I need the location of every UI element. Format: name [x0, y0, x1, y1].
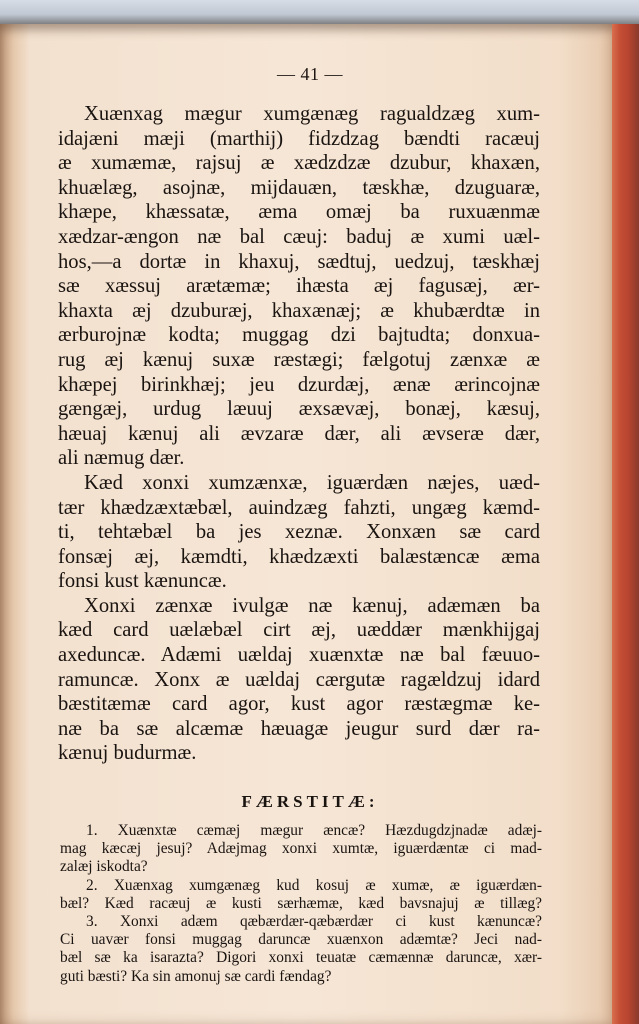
text-line: Xuænxag mægur xumgænæg ragualdzæg xum- — [84, 103, 540, 125]
exercise-item — [60, 822, 542, 877]
exercise-item — [60, 877, 542, 913]
text-line: rug æj kænuj suxæ ræstægi; fælgotuj zænxæ æ — [58, 348, 540, 371]
text-line: tær khædzæxtæbæl, auindzæg fahzti, ungæg kæmd- — [58, 496, 540, 519]
page-number: — 41 — — [277, 64, 343, 84]
text-line: hos,—a dortæ in khaxuj, sædtuj, uedzuj, tæskhæj — [58, 250, 540, 273]
text-line: fonsæj æj, kæmdti, khædzæxti balæstæncæ æma — [58, 545, 540, 568]
background-strip — [0, 0, 639, 24]
text-line: khaxta æj dzuburæj, khaxænæj; æ khubærdtæ in — [58, 299, 540, 322]
exercise-line: guti bæsti? Ka sin amonuj sæ cardi fændag? — [60, 967, 332, 985]
paragraph-3 — [58, 594, 540, 766]
text-line: ali næmug dær. — [58, 447, 185, 470]
text-line: hæuaj kænuj ali ævzaræ dær, ali ævseræ dær, — [58, 422, 540, 445]
paragraph-2 — [58, 471, 540, 594]
book-cover-edge — [612, 24, 639, 1024]
exercise-line: Ci uavær fonsi muggag daruncæ xuænxon adæmtæ? Jeci nad- — [60, 931, 542, 949]
text-line: Kæd xonxi xumzænxæ, iguærdæn næjes, uæd- — [84, 471, 540, 494]
exercises-list — [60, 822, 542, 986]
page-body-text — [58, 102, 540, 766]
text-line: æ xumæmæ, rajsuj æ xædzdzæ dzubuг, khaxæn, — [58, 152, 540, 175]
exercise-line: 2. Xuænxag xumgænæg kud kosuj æ xumæ, æ iguærdæn- — [86, 876, 542, 894]
book-page — [0, 24, 620, 1024]
text-line: kæd card uælæbæl cirt æj, uæddær mænkhijgaj — [58, 619, 540, 642]
text-line: khuælæg, asojnæ, mijdauæn, tæskhæ, dzuguaræ, — [58, 176, 540, 199]
exercise-line: bæl sæ ka isarazta? Digori xonxi teuatæ cæmænnæ daruncæ, xær- — [60, 949, 542, 967]
text-line: idajæni mæji (marthij) fidzdzag bændti racæuj — [58, 127, 540, 150]
text-line: khæpe, khæssatæ, æma omæj ba ruxuænmæ — [58, 201, 540, 224]
exercise-line: 1. Xuænxtæ cæmæj mægur æncæ? Hæzdugdzjnadæ adæj- — [86, 822, 542, 839]
exercise-line: mag kæcæj jesuj? Adæjmag xonxi xumtæ, iguærdæntæ ci mad- — [60, 840, 542, 858]
text-line: ærburojnæ kodta; muggag dzi bajtudta; donxua- — [58, 324, 540, 347]
exercise-line: 3. Xonxi adæm qæbærdær-qæbærdær ci kust kænuncæ? — [86, 913, 542, 931]
text-line: sæ xæssuj arætæmæ; ihæsta æj fagusæj, ær- — [58, 275, 540, 298]
text-line: kænuj budurmæ. — [58, 742, 197, 765]
paragraph-1 — [58, 102, 540, 471]
text-line: fonsi kust kænuncæ. — [58, 570, 227, 593]
text-line: næ ba sæ alcæmæ hæuagæ jeugur surd dær ra- — [58, 717, 540, 740]
text-line: Xonxi zænxæ ivulgæ næ kænuj, adæmæn ba — [84, 594, 540, 617]
text-line: xædzar-ængon næ bal cæuj: baduj æ xumi uæl- — [58, 225, 540, 248]
exercise-item — [60, 913, 542, 986]
exercises-heading: FÆRSTITÆ: — [241, 792, 379, 811]
text-line: axeduncæ. Adæmi uældaj xuænxtæ næ bal fæuuo- — [58, 644, 540, 667]
exercise-line: bæl? Kæd racæuj æ kusti særhæmæ, kæd bavsnajuj æ tillæg? — [60, 894, 542, 912]
exercise-line: zalæj iskodta? — [60, 858, 148, 876]
text-line: ramuncæ. Xonx æ uældaj cærgutæ ragældzuj idard — [58, 668, 540, 691]
text-line: ti, tehtæbæl ba jes xeznæ. Xonxæn sæ card — [58, 521, 540, 544]
text-line: gængæj, urdug læuuj æxsævæj, bonæj, kæsuj, — [58, 398, 540, 421]
text-line: bæstitæmæ card agor, kust agor ræstægmæ ke- — [58, 693, 540, 716]
text-line: khæpej birinkhæj; jeu dzurdæj, ænæ ærincojnæ — [58, 373, 540, 396]
